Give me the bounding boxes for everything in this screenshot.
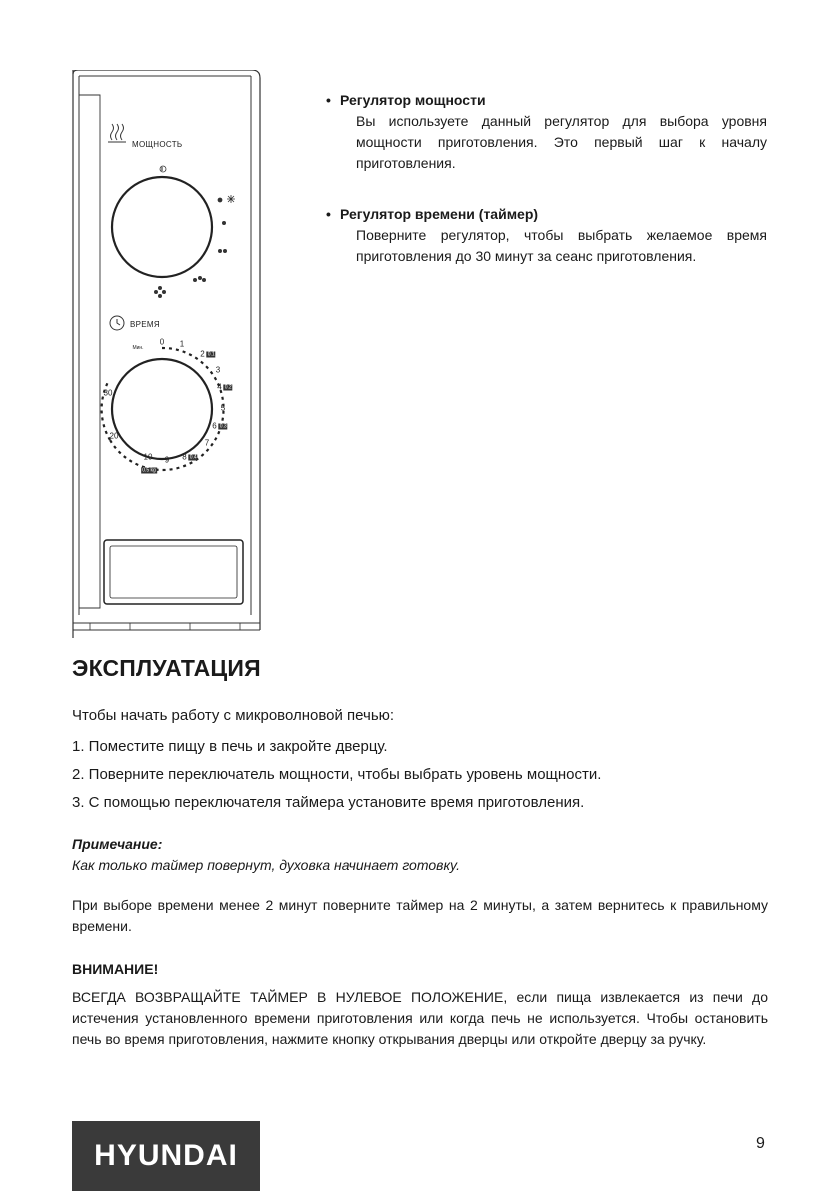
standby-icon [160,166,166,172]
time-label: ВРЕМЯ [130,320,160,329]
timer-tick-label: 10 [143,452,153,462]
timer-tick-label: 3 [215,365,221,375]
brand-logo: HYUNDAI [72,1121,260,1191]
warning-text: ВСЕГДА ВОЗВРАЩАЙТЕ ТАЙМЕР В НУЛЕВОЕ ПОЛОЖЕНИЕ, если пища извлекается из печи до истечения установленного времени приготовления или когда печь не используется. Чтобы остановить печь во время приготовления, нажмите кнопку открывания дверцы или откройте дверцу за ручку. [72,989,768,1047]
weight-badge: 0.3 [219,423,227,430]
min-label: Мин. [132,345,144,351]
control-panel-illustration [70,70,265,640]
step-item: 2. Поверните переключатель мощности, чтобы выбрать уровень мощности. [72,766,602,783]
timer-tick-label: 30 [103,388,113,398]
timer-tick-label: 6 0.3 [212,421,227,431]
control-body: Поверните регулятор, чтобы выбрать желаемое время приготовления до 30 минут за сеанс приготовления. [356,227,767,264]
power-knob[interactable] [112,177,212,277]
section-title: ЭКСПЛУАТАЦИЯ [72,655,261,681]
timer-scale-arc [110,348,224,470]
under-two-minutes-text: При выборе времени менее 2 минут поверните таймер на 2 минуты, а затем вернитесь к правильному времени. [72,897,768,934]
weight-badge: 0.1 [207,351,215,358]
timer-tick-label: 2 0.1 [200,349,215,359]
control-panel-drawing [70,70,265,640]
steps-list [72,736,768,820]
control-description-timer [340,204,767,267]
timer-tick-label: 5 [220,403,226,413]
control-title: • Регулятор мощности [340,90,767,111]
timer-tick-label: 1 [179,339,185,349]
control-body: Вы используете данный регулятор для выбора уровня мощности приготовления. Это первый шаг к началу приготовления. [356,113,767,171]
timer-knob[interactable] [109,359,212,459]
door-button[interactable] [104,540,243,604]
step-item: 3. С помощью переключателя таймера установите время приготовления. [72,794,585,811]
step-item: 1. Поместите пищу в печь и закройте дверцу. [72,738,388,755]
timer-tick-label: 8 0.4 [182,452,197,462]
timer-tick-label: 0 [159,337,165,347]
timer-tick-label: 20 [109,431,119,441]
note-title: Примечание: [72,836,163,852]
weight-badge: 0.4 [189,454,197,461]
note-text: Как только таймер повернут, духовка начинает готовку. [72,857,461,873]
timer-tick-label: 4 0.2 [217,382,232,392]
control-title: • Регулятор времени (таймер) [340,204,767,225]
control-description-power [340,90,767,174]
power-waves-icon [108,124,126,142]
drop-icon [154,221,227,298]
warning-title: ВНИМАНИЕ! [72,961,159,977]
weight-badge: 0.2 [224,384,232,391]
page-number: 9 [756,1135,765,1152]
clock-icon [110,316,124,330]
timer-tick-label: 9 [164,455,170,465]
power-label: МОЩНОСТЬ [132,140,183,149]
timer-tick-label: 7 [204,438,210,448]
weight-badge-below-10: 0.5 kg [142,467,156,474]
intro-text: Чтобы начать работу с микроволновой печью: [72,707,395,724]
snowflake-defrost-icon [218,195,235,203]
